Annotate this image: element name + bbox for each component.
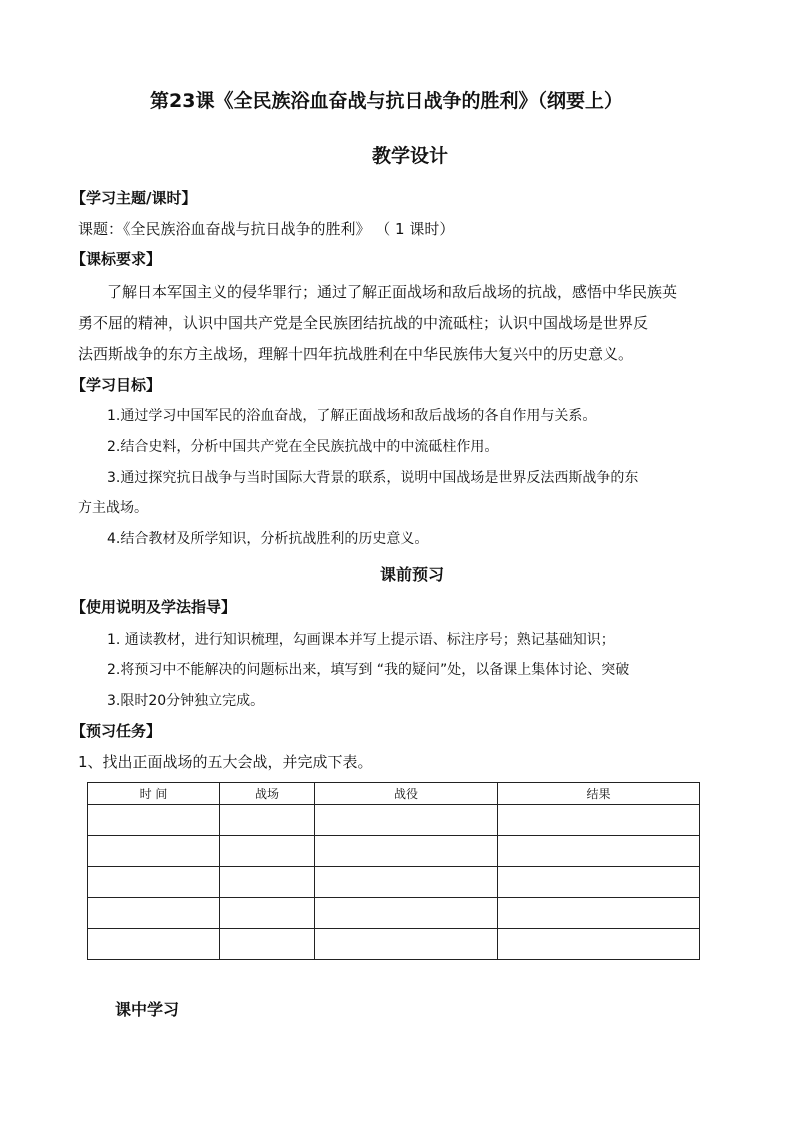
table-cell[interactable]: [88, 836, 220, 867]
standards-heading: 【课标要求】: [71, 250, 162, 268]
goal-item: 方主战场。: [78, 500, 148, 516]
table-cell[interactable]: [220, 929, 315, 960]
topic-heading: 【学习主题/课时】: [71, 189, 197, 207]
battles-table: [87, 782, 700, 960]
goal-item: 1.通过学习中国军民的浴血奋战，了解正面战场和敌后战场的各自作用与关系。: [107, 408, 597, 424]
column-header-result: 结果: [498, 783, 700, 805]
column-header-time: 时 间: [88, 783, 220, 805]
table-row: [88, 929, 700, 960]
table-row: [88, 836, 700, 867]
guide-item: 3.限时20分钟独立完成。: [107, 693, 265, 709]
in-class-title: 课中学习: [115, 1000, 180, 1019]
table-cell[interactable]: [498, 929, 700, 960]
table-header-row: [88, 783, 700, 805]
table-cell[interactable]: [498, 805, 700, 836]
preview-title: 课前预习: [380, 565, 445, 584]
topic-line: 课题：《全民族浴血奋战与抗日战争的胜利》 （ 1 课时）: [78, 220, 455, 238]
column-header-battle: 战役: [315, 783, 498, 805]
table-cell[interactable]: [88, 805, 220, 836]
table-row: [88, 898, 700, 929]
document-subtitle: 教学设计: [372, 145, 449, 167]
task-line: 1、找出正面战场的五大会战，并完成下表。: [78, 753, 373, 771]
goal-item: 3.通过探究抗日战争与当时国际大背景的联系，说明中国战场是世界反法西斯战争的东: [107, 470, 639, 486]
table-cell[interactable]: [220, 805, 315, 836]
goal-item: 2.结合史料，分析中国共产党在全民族抗战中的中流砥柱作用。: [107, 439, 499, 455]
table-cell[interactable]: [498, 836, 700, 867]
table-cell[interactable]: [220, 836, 315, 867]
standards-line: 了解日本军国主义的侵华罪行；通过了解正面战场和敌后战场的抗战，感悟中华民族英: [107, 283, 678, 301]
table-row: [88, 867, 700, 898]
table-cell[interactable]: [315, 867, 498, 898]
table-cell[interactable]: [498, 898, 700, 929]
table-row: [88, 805, 700, 836]
standards-line: 法西斯战争的东方主战场，理解十四年抗战胜利在中华民族伟大复兴中的历史意义。: [78, 345, 634, 363]
guide-item: 2.将预习中不能解决的问题标出来，填写到 “我的疑问”处，以备课上集体讨论、突破: [107, 662, 630, 678]
table-cell[interactable]: [315, 929, 498, 960]
goals-heading: 【学习目标】: [71, 376, 162, 394]
guide-item: 1. 通读教材，进行知识梳理，勾画课本并写上提示语、标注序号；熟记基础知识；: [107, 632, 615, 648]
table-cell[interactable]: [88, 929, 220, 960]
table-cell[interactable]: [220, 867, 315, 898]
document-title: 第23课《全民族浴血奋战与抗日战争的胜利》（纲要上）: [150, 90, 623, 112]
guide-heading: 【使用说明及学法指导】: [71, 598, 237, 616]
standards-line: 勇不屈的精神，认识中国共产党是全民族团结抗战的中流砥柱；认识中国战场是世界反: [78, 314, 649, 332]
table-cell[interactable]: [315, 836, 498, 867]
table-cell[interactable]: [88, 898, 220, 929]
table-cell[interactable]: [498, 867, 700, 898]
table-cell[interactable]: [315, 805, 498, 836]
table-cell[interactable]: [315, 898, 498, 929]
goal-item: 4.结合教材及所学知识，分析抗战胜利的历史意义。: [107, 531, 429, 547]
table-cell[interactable]: [220, 898, 315, 929]
task-heading: 【预习任务】: [71, 722, 162, 740]
table-cell[interactable]: [88, 867, 220, 898]
column-header-battlefield: 战场: [220, 783, 315, 805]
